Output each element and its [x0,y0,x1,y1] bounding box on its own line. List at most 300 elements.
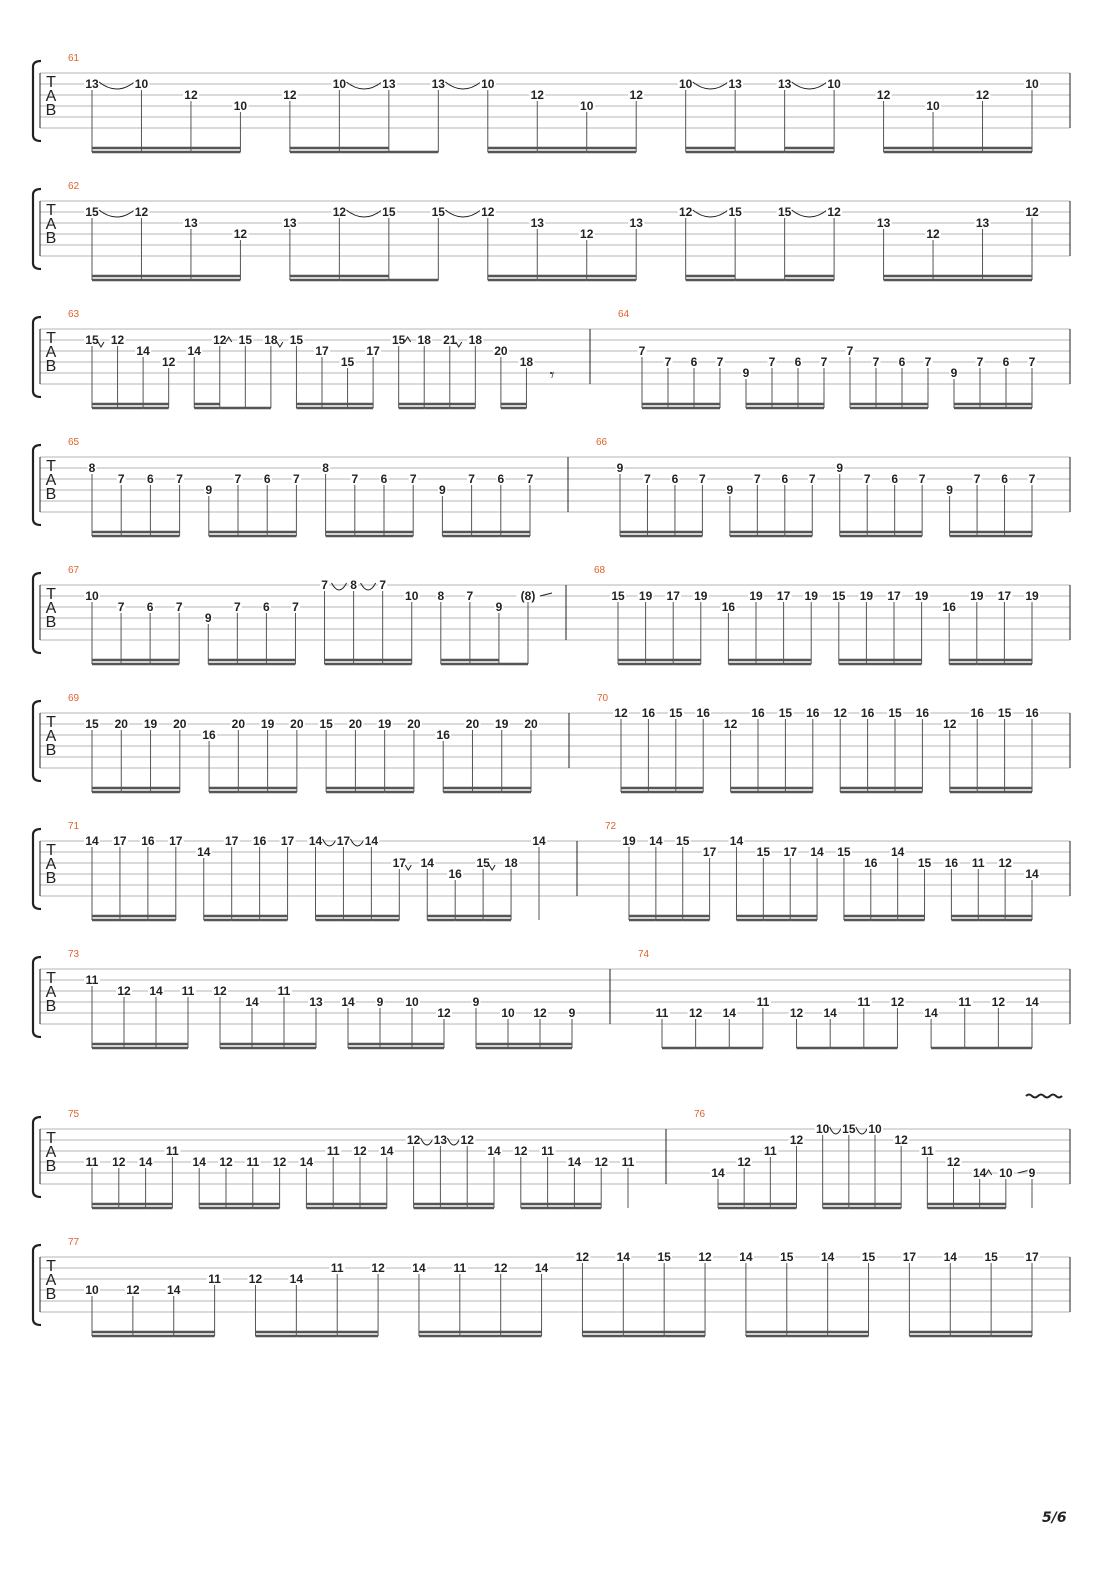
fret-number: 7 [820,355,828,369]
slur-arc [447,1138,460,1145]
fret-number: 11 [246,1155,260,1169]
tab-clef-letter: T [46,970,56,987]
fret-number: 19 [377,717,392,731]
fret-number: 12 [594,1155,608,1169]
measure-number: 69 [68,693,80,704]
fret-number: 17 [887,589,901,603]
fret-number: 12 [679,205,693,219]
fret-number: 20 [465,717,480,731]
fret-number: 16 [252,834,267,848]
tab-system [33,53,1070,152]
measure-number: 61 [68,53,80,64]
fret-number: 12 [134,205,149,219]
fret-number: 13 [433,1133,448,1147]
slur-arc [350,839,364,846]
fret-number: 16 [970,706,984,720]
tab-system [33,693,1070,792]
fret-number: 14 [616,1250,630,1264]
fret-number: 7 [973,472,981,486]
fret-number: 12 [514,1144,528,1158]
fret-number: 6 [380,472,388,486]
fret-number: 19 [638,589,653,603]
tab-clef-letter: B [45,1158,57,1175]
fret-number: 12 [614,706,628,720]
fret-number: 10 [233,99,248,113]
fret-number: 12 [161,355,176,369]
tab-clef-letter: T [46,74,56,91]
fret-number: 10 [815,1122,830,1136]
fret-number: 20 [114,717,128,731]
fret-number: 12 [688,1006,703,1020]
fret-number: 7 [351,472,359,486]
measure-number: 75 [68,1109,80,1120]
fret-number: 11 [655,1006,669,1020]
fret-number: 12 [233,227,248,241]
fret-number: 14 [820,1250,835,1264]
fret-number: 7 [175,600,183,614]
fret-number: 6 [671,472,679,486]
slur-arc [693,210,728,217]
fret-number: 10 [481,77,495,91]
fret-number: 10 [405,995,419,1009]
fret-number: 11 [541,1144,554,1158]
fret-number: 9 [495,600,503,614]
fret-number: 10 [85,589,99,603]
fret-number: 7 [808,472,816,486]
fret-number: 8 [88,461,96,475]
fret-number: 7 [638,344,646,358]
fret-number: 19 [260,717,275,731]
fret-number: 7 [768,355,776,369]
fret-number: 15 [728,205,742,219]
fret-number: 12 [943,717,957,731]
fret-number: 12 [894,1133,908,1147]
fret-number: 12 [1025,205,1039,219]
fret-number: 12 [213,333,227,347]
fret-number: 9 [726,483,734,497]
fret-number: 16 [806,706,820,720]
fret-number: 14 [412,1261,426,1275]
fret-number: 17 [776,589,791,603]
fret-number: 14 [810,845,824,859]
tab-clef-letter: A [45,728,57,745]
tab-clef-letter: T [46,202,56,219]
fret-number: 15 [997,706,1012,720]
fret-number: 7 [176,472,183,486]
tab-clef-letter: B [45,870,57,887]
fret-number: 17 [315,344,329,358]
fret-number: 15 [842,1122,856,1136]
measure-number: 68 [594,565,606,576]
fret-number: 12 [827,205,841,219]
fret-number: 17 [366,344,380,358]
measure-number: 74 [638,949,650,960]
measure-number: 65 [68,437,80,448]
fret-number: 11 [166,1144,179,1158]
fret-number: 11 [85,973,99,987]
fret-number: 12 [110,333,125,347]
fret-number: 8 [437,589,445,603]
fret-number: 17 [666,589,680,603]
fret-number: 7 [924,355,932,369]
fret-number: 13 [629,216,643,230]
fret-number: 15 [611,589,625,603]
fret-number: 12 [272,1155,287,1169]
tab-clef-letter: A [45,216,57,233]
tab-clef-letter: T [46,458,56,475]
fret-number: 17 [169,834,183,848]
fret-number: 15 [676,834,690,848]
fret-number: 16 [915,706,930,720]
slur-arc [346,210,381,217]
fret-number: 14 [729,834,744,848]
fret-number: 9 [836,461,844,475]
fret-number: 13 [382,77,396,91]
fret-number: 14 [972,1166,987,1180]
fret-number: 11 [208,1272,221,1286]
fret-number: 12 [126,1283,140,1297]
measure-number: 73 [68,949,80,960]
fret-number: 12 [248,1272,263,1286]
fret-number: 12 [332,205,347,219]
tab-system [33,949,1070,1048]
fret-number: 15 [382,205,396,219]
fret-number: 16 [864,856,878,870]
fret-number: 15 [861,1250,876,1264]
fret-number: 11 [453,1261,467,1275]
fret-number: 16 [202,728,216,742]
slur-arc [421,1138,434,1145]
slur-arc [99,210,134,217]
tab-clef-letter: T [46,1130,56,1147]
fret-number: 6 [146,600,154,614]
fret-number: 7 [117,600,125,614]
fret-number: 16 [1025,706,1039,720]
fret-number: 14 [567,1155,582,1169]
fret-number: 14 [308,834,323,848]
fret-number: 10 [85,1283,99,1297]
fret-number: 19 [970,589,984,603]
fret-number: 7 [466,589,474,603]
slur-arc [332,583,347,590]
fret-number: 20 [173,717,187,731]
fret-number: 17 [783,845,797,859]
tab-system [33,1237,1070,1336]
fret-number: 10 [134,77,149,91]
fret-number: 12 [481,205,495,219]
fret-number: 11 [920,1144,934,1158]
fret-number: 19 [914,589,929,603]
fret-number: 17 [997,589,1012,603]
fret-number: 10 [1025,77,1039,91]
fret-number: 6 [898,355,906,369]
fret-number: 11 [971,856,985,870]
fret-number: 17 [225,834,239,848]
fret-number: 14 [532,834,546,848]
fret-number: 19 [694,589,708,603]
fret-number: 12 [533,1006,547,1020]
fret-number: 18 [504,856,518,870]
fret-number: 14 [299,1155,314,1169]
fret-number: 11 [857,995,871,1009]
fret-number: 10 [501,1006,515,1020]
fret-number: 11 [277,984,291,998]
fret-number: 14 [167,1283,181,1297]
measure-number: 64 [618,309,630,320]
fret-number: 16 [696,706,710,720]
fret-number: 12 [698,1250,712,1264]
fret-number: 15 [85,717,99,731]
tab-clef-letter: T [46,330,56,347]
fret-number: 19 [749,589,763,603]
fret-number: 17 [336,834,351,848]
fret-number: 13 [876,216,891,230]
fret-number: 16 [860,706,875,720]
fret-number: 6 [497,472,505,486]
tab-clef-letter: B [45,742,57,759]
fret-number: 12 [975,88,990,102]
fret-number: 12 [575,1250,590,1264]
fret-number: 12 [112,1155,126,1169]
fret-number: 9 [1028,1166,1036,1180]
fret-number: 7 [918,472,926,486]
tab-system [33,437,1070,536]
fret-number: 14 [341,995,355,1009]
fret-number: 13 [283,216,297,230]
page-number: 5/6 [1042,1510,1067,1526]
fret-number: 14 [1025,867,1039,881]
slur-arc [445,210,480,217]
fret-number: 17 [1025,1250,1039,1264]
fret-number: 13 [728,77,742,91]
fret-number: 14 [711,1166,725,1180]
fret-number: 13 [530,216,544,230]
tab-clef-letter: B [45,1286,57,1303]
tab-clef-letter: B [45,230,57,247]
fret-number: 9 [439,483,446,497]
fret-number: 19 [1025,589,1039,603]
fret-number: 10 [868,1122,882,1136]
fret-number: 15 [756,845,771,859]
fret-number: 13 [309,995,323,1009]
fret-number: 16 [448,867,462,881]
fret-number: 12 [460,1133,474,1147]
fret-number: 14 [534,1261,549,1275]
fret-number: 11 [621,1155,635,1169]
fret-number: 15 [391,333,406,347]
fret-number: 19 [859,589,874,603]
fret-number: 11 [958,995,972,1009]
fret-number: 7 [664,355,672,369]
tab-system [33,565,1070,664]
fret-number: 14 [380,1144,394,1158]
fret-number: 14 [420,856,434,870]
fret-number: 18 [519,355,534,369]
fret-number: 7 [1028,355,1036,369]
tab-clef-letter: T [46,586,56,603]
tab-clef-letter: A [45,344,57,361]
fret-number: 7 [644,472,651,486]
slur-arc [856,1127,868,1134]
tab-system [33,181,1070,280]
vibrato-icon [1026,1095,1062,1098]
fret-number: 6 [263,600,270,614]
fret-number: 15 [837,845,851,859]
fret-number: 9 [204,611,212,625]
fret-number: 12 [580,227,594,241]
fret-number: 13 [184,216,198,230]
fret-number: 6 [1002,355,1010,369]
fret-number: 10 [405,589,419,603]
fret-number: 11 [326,1144,340,1158]
fret-number: 6 [690,355,698,369]
fret-number: 15 [832,589,846,603]
measure-number: 62 [68,181,80,192]
fret-number: 6 [263,472,271,486]
fret-number: 20 [231,717,246,731]
fret-number: 8 [350,578,357,592]
fret-number: 12 [789,1133,804,1147]
fret-number: 9 [568,1006,576,1020]
fret-number: 12 [991,995,1006,1009]
fret-number: 14 [1025,995,1039,1009]
fret-number: 7 [863,472,871,486]
fret-number: 15 [984,1250,998,1264]
fret-number: 21 [443,333,457,347]
fret-number: 12 [926,227,940,241]
fret-number: 20 [407,717,421,731]
fret-number: 20 [524,717,538,731]
slur-arc [693,82,728,89]
fret-number: 15 [780,1250,794,1264]
fret-number: 15 [917,856,932,870]
slur-arc [99,82,134,89]
fret-number: 12 [371,1261,385,1275]
fret-number: 15 [777,205,792,219]
fret-number: 15 [476,856,490,870]
fret-number: 6 [147,472,154,486]
slur-arc [361,583,376,590]
fret-number: 11 [330,1261,344,1275]
fret-number: 14 [197,845,211,859]
fret-number: 17 [902,1250,917,1264]
fret-number: 7 [409,472,417,486]
fret-number: (8) [520,589,536,603]
fret-number: 13 [85,77,99,91]
fret-number: 13 [777,77,792,91]
slur-arc [792,210,827,217]
fret-number: 13 [975,216,990,230]
measure-number: 63 [68,309,80,320]
fret-number: 12 [437,1006,451,1020]
fret-number: 12 [723,717,738,731]
fret-number: 16 [436,728,450,742]
fret-number: 12 [219,1155,233,1169]
fret-number: 7 [699,472,706,486]
fret-number: 14 [138,1155,153,1169]
fret-number: 19 [804,589,818,603]
fret-number: 18 [417,333,431,347]
fret-number: 7 [234,472,242,486]
fret-number: 20 [494,344,508,358]
tab-clef-letter: T [46,842,56,859]
fret-number: 16 [944,856,959,870]
fret-number: 9 [946,483,953,497]
fret-number: 10 [679,77,693,91]
tab-system [33,309,1070,408]
fret-number: 15 [238,333,253,347]
fret-number: 11 [181,984,195,998]
tab-clef-letter: T [46,714,56,731]
fret-number: 14 [722,1006,736,1020]
fret-number: 14 [192,1155,206,1169]
fret-number: 20 [348,717,363,731]
slur-arc [323,839,337,846]
fret-number: 14 [649,834,663,848]
measure-number: 71 [68,821,80,832]
fret-number: 7 [321,578,328,592]
fret-number: 14 [487,1144,501,1158]
fret-number: 7 [233,600,241,614]
tab-clef-letter: B [45,486,57,503]
fret-number: 16 [942,600,956,614]
fret-number: 7 [293,472,300,486]
fret-number: 15 [888,706,902,720]
fret-number: 12 [117,984,131,998]
measure-number: 67 [68,565,80,576]
fret-number: 14 [289,1272,304,1286]
fret-number: 14 [890,845,905,859]
fret-number: 13 [431,77,445,91]
tab-clef-letter: A [45,1272,57,1289]
fret-number: 12 [353,1144,367,1158]
measure-number: 66 [596,437,608,448]
fret-number: 18 [468,333,483,347]
fret-number: 9 [950,366,958,380]
tab-clef-letter: T [46,1258,56,1275]
tab-clef-letter: A [45,88,57,105]
fret-number: 7 [846,344,854,358]
fret-number: 14 [85,834,99,848]
fret-number: 15 [669,706,683,720]
fret-number: 9 [376,995,384,1009]
fret-number: 18 [264,333,278,347]
fret-number: 19 [495,717,509,731]
fret-number: 9 [472,995,480,1009]
fret-number: 14 [187,344,201,358]
fret-number: 11 [85,1155,99,1169]
fret-number: 6 [781,472,789,486]
fret-number: 11 [756,995,770,1009]
fret-number: 19 [622,834,636,848]
fret-number: 7 [872,355,880,369]
tab-system [33,1095,1070,1209]
fret-number: 20 [290,717,304,731]
fret-number: 16 [751,706,765,720]
fret-number: 12 [737,1155,751,1169]
slur-arc [346,82,381,89]
fret-number: 7 [526,472,534,486]
fret-number: 14 [924,1006,938,1020]
fret-number: 6 [794,355,802,369]
fret-number: 17 [392,856,406,870]
eighth-rest-icon: 𝄾 [549,365,555,386]
fret-number: 7 [379,578,387,592]
fret-number: 8 [322,461,329,475]
fret-number: 14 [364,834,379,848]
fret-number: 9 [742,366,750,380]
fret-number: 12 [789,1006,804,1020]
